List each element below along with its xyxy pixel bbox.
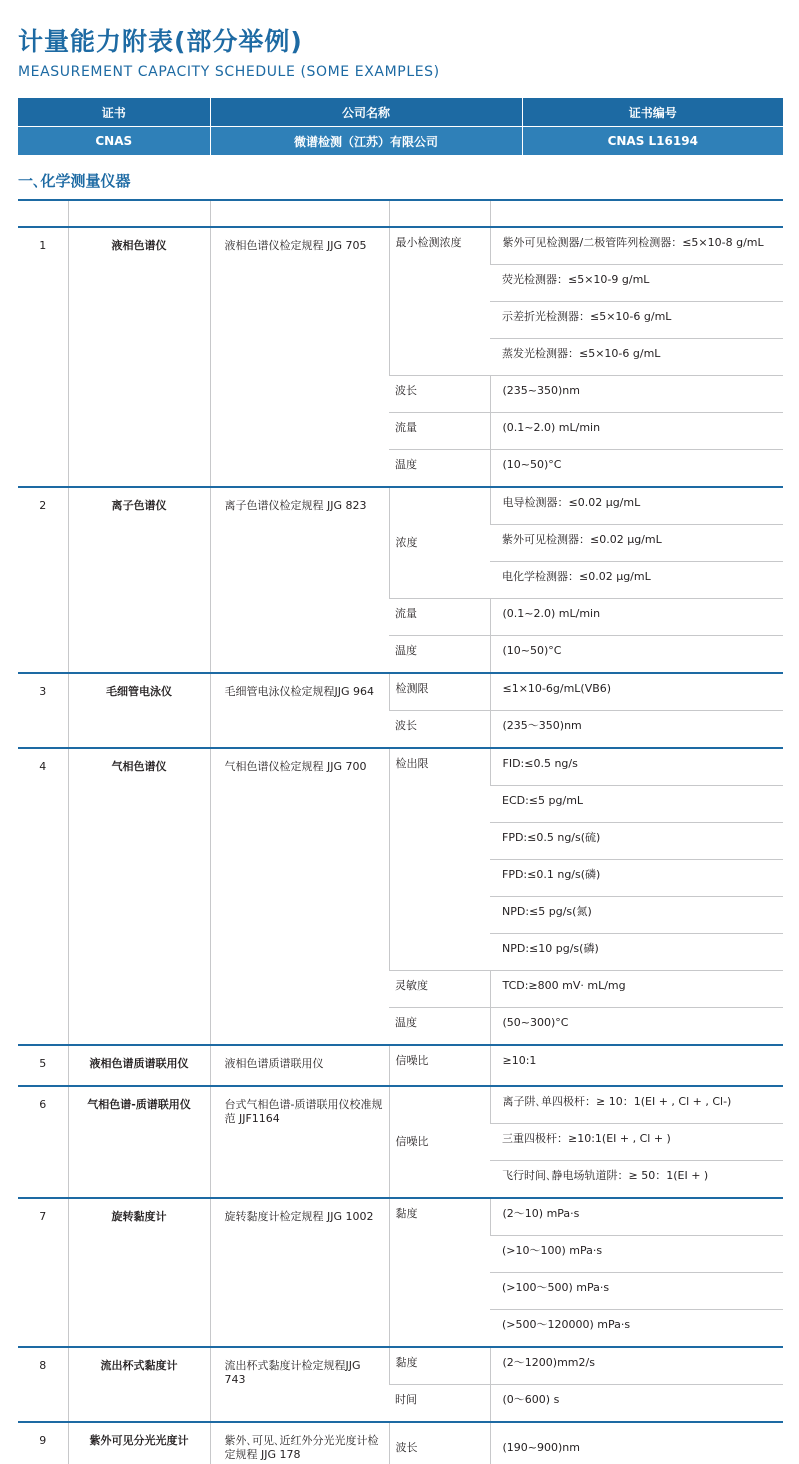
range-value-cell: (2～10) mPa·s [490, 1198, 783, 1236]
row-number-cell: 5 [18, 1045, 68, 1086]
parameter-cell: 信噪比 [389, 1086, 490, 1198]
table-row [18, 1347, 783, 1385]
table-row [18, 1422, 783, 1464]
parameter-cell: 温度 [389, 636, 490, 674]
range-value-cell: (>10～100) mPa·s [490, 1236, 783, 1273]
parameter-cell: 黏度 [389, 1347, 490, 1385]
instrument-name-cell: 气相色谱-质谱联用仪 [68, 1086, 210, 1198]
parameter-cell: 流量 [389, 599, 490, 636]
parameter-cell: 流量 [389, 413, 490, 450]
regulation-cell: 旋转黏度计检定规程 JJG 1002 [210, 1198, 389, 1347]
parameter-cell: 波长 [389, 376, 490, 413]
range-value-cell: (>100～500) mPa·s [490, 1273, 783, 1310]
regulation-cell: 离子色谱仪检定规程 JJG 823 [210, 487, 389, 673]
parameter-cell: 黏度 [389, 1198, 490, 1347]
parameter-cell: 检出限 [389, 748, 490, 971]
measurement-table [18, 199, 783, 1464]
parameter-cell: 波长 [389, 1422, 490, 1464]
row-number-cell: 2 [18, 487, 68, 673]
table-row [18, 1198, 783, 1236]
range-value-cell: (235～350)nm [490, 711, 783, 749]
certificate-header-row [18, 98, 783, 127]
parameter-cell: 灵敏度 [389, 971, 490, 1008]
table-row [18, 1045, 783, 1086]
parameter-cell: 温度 [389, 450, 490, 488]
parameter-cell: 时间 [389, 1385, 490, 1423]
certificate-number-value-cell: CNAS L16194 [522, 127, 783, 156]
header-cell [210, 200, 389, 227]
instrument-name-cell: 液相色谱质谱联用仪 [68, 1045, 210, 1086]
company-header-cell: 公司名称 [210, 98, 522, 127]
page-title: 计量能力附表(部分举例) [18, 27, 303, 56]
range-value-cell: 蒸发光检测器：≤5×10-6 g/mL [490, 339, 783, 376]
range-value-cell: 飞行时间､静电场轨道阱：≥ 50：1(EI + ) [490, 1161, 783, 1199]
header-cell [389, 200, 490, 227]
range-value-cell: (190~900)nm [490, 1422, 783, 1464]
row-number-cell: 4 [18, 748, 68, 1045]
table-row [18, 227, 783, 265]
parameter-cell: 浓度 [389, 487, 490, 599]
range-value-cell: NPD:≤10 pg/s(磷) [490, 934, 783, 971]
row-number-cell: 3 [18, 673, 68, 748]
parameter-cell: 波长 [389, 711, 490, 749]
range-value-cell: 离子阱､单四极杆：≥ 10：1(EI + , Cl + , Cl-) [490, 1086, 783, 1124]
row-number-cell: 7 [18, 1198, 68, 1347]
range-value-cell: (10~50)°C [490, 450, 783, 488]
range-value-cell: (10~50)°C [490, 636, 783, 674]
table-header-row [18, 200, 783, 227]
regulation-cell: 液相色谱质谱联用仪 [210, 1045, 389, 1086]
range-value-cell: NPD:≤5 pg/s(氮) [490, 897, 783, 934]
company-value-cell: 微谱检测（江苏）有限公司 [210, 127, 522, 156]
regulation-cell: 毛细管电泳仪检定规程JJG 964 [210, 673, 389, 748]
section-title: 一､化学测量仪器 [18, 172, 131, 190]
regulation-cell: 紫外､可见､近红外分光光度计检定规程 JJG 178 [210, 1422, 389, 1464]
range-value-cell: (235~350)nm [490, 376, 783, 413]
range-value-cell: 紫外可见检测器/二极管阵列检测器：≤5×10-8 g/mL [490, 227, 783, 265]
instrument-name-cell: 离子色谱仪 [68, 487, 210, 673]
instrument-name-cell: 紫外可见分光光度计 [68, 1422, 210, 1464]
range-value-cell: 示差折光检测器：≤5×10-6 g/mL [490, 302, 783, 339]
table-row [18, 748, 783, 786]
range-value-cell: 三重四极杆：≥10:1(EI + , Cl + ) [490, 1124, 783, 1161]
table-row [18, 1086, 783, 1124]
instrument-name-cell: 毛细管电泳仪 [68, 673, 210, 748]
certificate-number-header-cell: 证书编号 [522, 98, 783, 127]
range-value-cell: (50~300)°C [490, 1008, 783, 1046]
parameter-cell: 温度 [389, 1008, 490, 1046]
range-value-cell: ≥10:1 [490, 1045, 783, 1086]
range-value-cell: TCD:≥800 mV· mL/mg [490, 971, 783, 1008]
header-cell [18, 200, 68, 227]
table-row [18, 487, 783, 525]
instrument-name-cell: 流出杯式黏度计 [68, 1347, 210, 1422]
row-number-cell: 8 [18, 1347, 68, 1422]
range-value-cell: 电导检测器：≤0.02 μg/mL [490, 487, 783, 525]
parameter-cell: 检测限 [389, 673, 490, 711]
parameter-cell: 信噪比 [389, 1045, 490, 1086]
regulation-cell: 液相色谱仪检定规程 JJG 705 [210, 227, 389, 487]
parameter-cell: 最小检测浓度 [389, 227, 490, 376]
certificate-header-cell: 证书 [18, 98, 210, 127]
instrument-name-cell: 旋转黏度计 [68, 1198, 210, 1347]
range-value-cell: (0.1~2.0) mL/min [490, 599, 783, 636]
range-value-cell: 电化学检测器：≤0.02 μg/mL [490, 562, 783, 599]
regulation-cell: 台式气相色谱-质谱联用仪校准规范 JJF1164 [210, 1086, 389, 1198]
range-value-cell: (0.1~2.0) mL/min [490, 413, 783, 450]
regulation-cell: 流出杯式黏度计检定规程JJG 743 [210, 1347, 389, 1422]
page-subtitle: MEASUREMENT CAPACITY SCHEDULE (SOME EXAMPLES) [18, 64, 440, 80]
range-value-cell: (0～600) s [490, 1385, 783, 1423]
certificate-value-row [18, 127, 783, 156]
instrument-name-cell: 气相色谱仪 [68, 748, 210, 1045]
range-value-cell: ≤1×10-6g/mL(VB6) [490, 673, 783, 711]
range-value-cell: FPD:≤0.5 ng/s(硫) [490, 823, 783, 860]
table-row [18, 673, 783, 711]
row-number-cell: 9 [18, 1422, 68, 1464]
range-value-cell: ECD:≤5 pg/mL [490, 786, 783, 823]
header-cell [490, 200, 783, 227]
range-value-cell: 荧光检测器：≤5×10-9 g/mL [490, 265, 783, 302]
range-value-cell: FPD:≤0.1 ng/s(磷) [490, 860, 783, 897]
certificate-value-cell: CNAS [18, 127, 210, 156]
certificate-table [18, 98, 783, 155]
range-value-cell: (>500～120000) mPa·s [490, 1310, 783, 1348]
instrument-name-cell: 液相色谱仪 [68, 227, 210, 487]
range-value-cell: 紫外可见检测器：≤0.02 μg/mL [490, 525, 783, 562]
header-cell [68, 200, 210, 227]
range-value-cell: FID:≤0.5 ng/s [490, 748, 783, 786]
row-number-cell: 6 [18, 1086, 68, 1198]
row-number-cell: 1 [18, 227, 68, 487]
range-value-cell: (2～1200)mm2/s [490, 1347, 783, 1385]
regulation-cell: 气相色谱仪检定规程 JJG 700 [210, 748, 389, 1045]
